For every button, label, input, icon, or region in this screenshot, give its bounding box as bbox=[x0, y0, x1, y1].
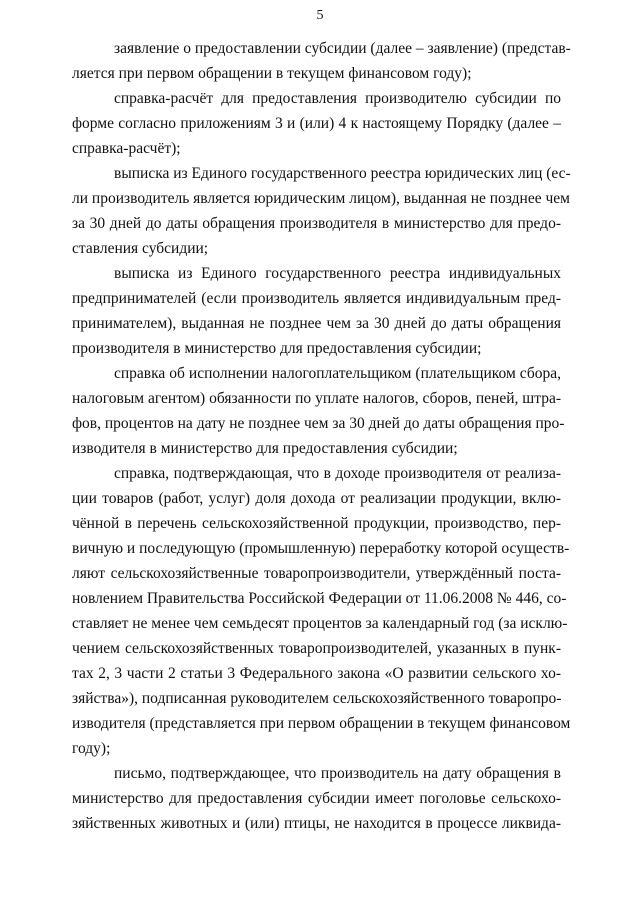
text-line: вичную и последующую (промышленную) переработку которой осуществ- bbox=[72, 540, 570, 557]
text-line: изводителя в министерство для предоставления субсидии; bbox=[72, 440, 458, 457]
text-line: предпринимателей (если производитель является индивидуальным пред- bbox=[72, 290, 561, 307]
text-line: налоговым агентом) обязанности по уплате налогов, сборов, пеней, штра- bbox=[72, 390, 561, 407]
text-line: выписка из Единого государственного реестра индивидуальных bbox=[114, 265, 561, 282]
text-line: справка об исполнении налогоплательщиком (плательщиком сбора, bbox=[114, 365, 561, 382]
text-line: чённой в перечень сельскохозяйственной продукции, производство, пер- bbox=[72, 515, 561, 532]
text-line: чением сельскохозяйственных товаропроизводителей, указанных в пунк- bbox=[72, 640, 561, 657]
text-line: ставления субсидии; bbox=[72, 240, 209, 257]
text-line: справка, подтверждающая, что в доходе производителя от реализа- bbox=[114, 465, 561, 482]
text-line: справка-расчёт); bbox=[72, 140, 181, 157]
text-line: форме согласно приложениям 3 и (или) 4 к настоящему Порядку (далее – bbox=[72, 115, 561, 132]
text-line: фов, процентов на дату не позднее чем за 30 дней до даты обращения про- bbox=[72, 415, 565, 432]
text-line: зяйства»), подписанная руководителем сельскохозяйственного товаропро- bbox=[72, 690, 562, 707]
text-line: за 30 дней до даты обращения производителя в министерство для предо- bbox=[72, 215, 561, 232]
text-line: справка-расчёт для предоставления производителю субсидии по bbox=[114, 90, 561, 107]
text-line: выписка из Единого государственного реестра юридических лиц (ес- bbox=[114, 165, 571, 182]
text-line: производителя в министерство для предоставления субсидии; bbox=[72, 340, 482, 357]
text-line: тах 2, 3 части 2 статьи 3 Федерального закона «О развитии сельского хо- bbox=[72, 665, 561, 682]
text-line: министерство для предоставления субсидии имеет поголовье сельскохо- bbox=[72, 790, 561, 807]
text-line: ляется при первом обращении в текущем финансовом году); bbox=[72, 65, 472, 82]
text-line: ли производитель является юридическим лицом), выданная не позднее чем bbox=[72, 190, 570, 207]
text-line: изводителя (представляется при первом обращении в текущем финансовом bbox=[72, 715, 571, 732]
text-line: новлением Правительства Российской Федерации от 11.06.2008 № 446, со- bbox=[72, 590, 567, 607]
document-body bbox=[72, 36, 571, 836]
text-line: принимателем), выданная не позднее чем за 30 дней до даты обращения bbox=[72, 315, 561, 332]
text-line: ставляет не менее чем семьдесят процентов за календарный год (за исклю- bbox=[72, 615, 568, 632]
text-line: заявление о предоставлении субсидии (далее – заявление) (представ- bbox=[114, 40, 571, 57]
page-number: 5 bbox=[316, 8, 324, 23]
text-line: году); bbox=[72, 740, 111, 757]
text-line: ляют сельскохозяйственные товаропроизводители, утверждённый поста- bbox=[72, 565, 561, 582]
text-line: зяйственных животных и (или) птицы, не находится в процессе ликвида- bbox=[72, 815, 561, 832]
text-line: письмо, подтверждающее, что производитель на дату обращения в bbox=[114, 765, 561, 782]
text-line: ции товаров (работ, услуг) доля дохода от реализации продукции, вклю- bbox=[72, 490, 561, 507]
